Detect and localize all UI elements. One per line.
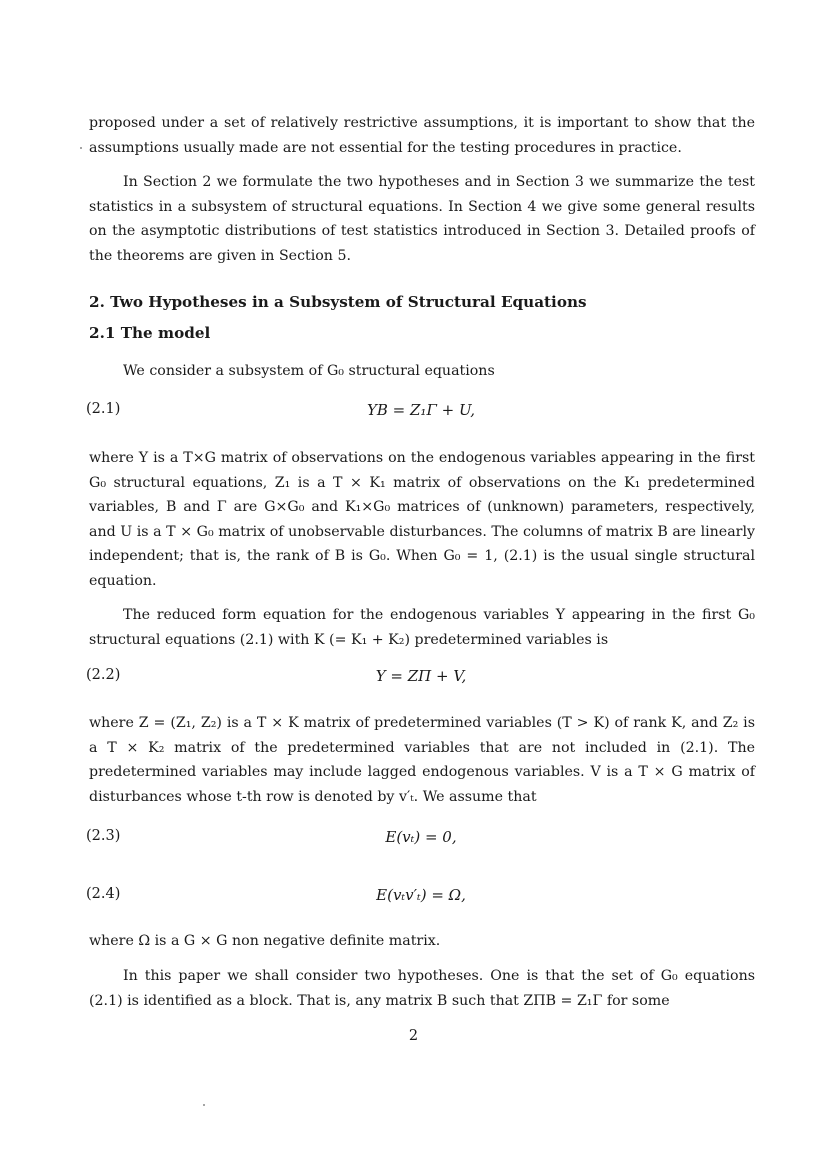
paragraph-hypotheses: In this paper we shall consider two hypotheses. One is that the set of G₀ equations (2.1) is identified as a block. That is, any matrix B such that ZΠB = Z₁Γ for some [89, 968, 755, 1009]
equation-body: E(vₜ) = 0, [385, 828, 457, 846]
equation-body: E(vₜv′ₜ) = Ω, [376, 886, 466, 904]
equation-row [86, 667, 756, 693]
equation-row [86, 886, 756, 912]
scan-speck [203, 1104, 205, 1106]
paragraph-intro: proposed under a set of relatively restrictive assumptions, it is important to show that the assumptions usually made are not essential for the testing procedures in practice. [89, 115, 755, 156]
paragraph-where-omega: where Ω is a G × G non negative definite matrix. [89, 933, 441, 949]
subsection-heading: 2.1 The model [89, 324, 211, 342]
equation-number: (2.4) [86, 886, 121, 902]
paragraph-consider: We consider a subsystem of G₀ structural equations [123, 363, 495, 379]
equation-row [86, 401, 756, 427]
scan-speck [80, 147, 82, 149]
paragraph-reduced-form: The reduced form equation for the endogenous variables Y appearing in the first G₀ structural equations (2.1) with K (= K₁ + K₂) predetermined variables is [89, 607, 755, 648]
equation-number: (2.2) [86, 667, 121, 683]
page-number: 2 [408, 1028, 419, 1044]
equation-body: YB = Z₁Γ + U, [366, 401, 475, 419]
equation-body: Y = ZΠ + V, [375, 667, 467, 685]
paragraph-where-y: where Y is a T×G matrix of observations on the endogenous variables appearing in the first G₀ structural equations, Z₁ is a T × K₁ matrix of observations on the K₁ predetermined variables, B and Γ are G×G₀ and K₁×G₀ matrices of (unknown) parameters, respectively, and U is a T × G₀ matrix of unobservable disturbances. The columns of matrix B are linearly independent; that is, the rank of B is G₀. When G₀ = 1, (2.1) is the usual single structural equation. [89, 450, 755, 589]
section-heading: 2. Two Hypotheses in a Subsystem of Structural Equations [89, 293, 587, 311]
equation-row [86, 828, 756, 854]
paragraph-where-z: where Z = (Z₁, Z₂) is a T × K matrix of predetermined variables (T > K) of rank K, and Z₂ is a T × K₂ matrix of the predetermined variables that are not included in (2.1). The predetermined variables may include lagged endogenous variables. V is a T × G matrix of disturbances whose t-th row is denoted by v′ₜ. We assume that [89, 715, 755, 805]
paragraph-outline: In Section 2 we formulate the two hypotheses and in Section 3 we summarize the test statistics in a subsystem of structural equations. In Section 4 we give some general results on the asymptotic distributions of test statistics introduced in Section 3. Detailed proofs of the theorems are given in Section 5. [89, 174, 755, 264]
equation-number: (2.3) [86, 828, 121, 844]
equation-number: (2.1) [86, 401, 121, 417]
